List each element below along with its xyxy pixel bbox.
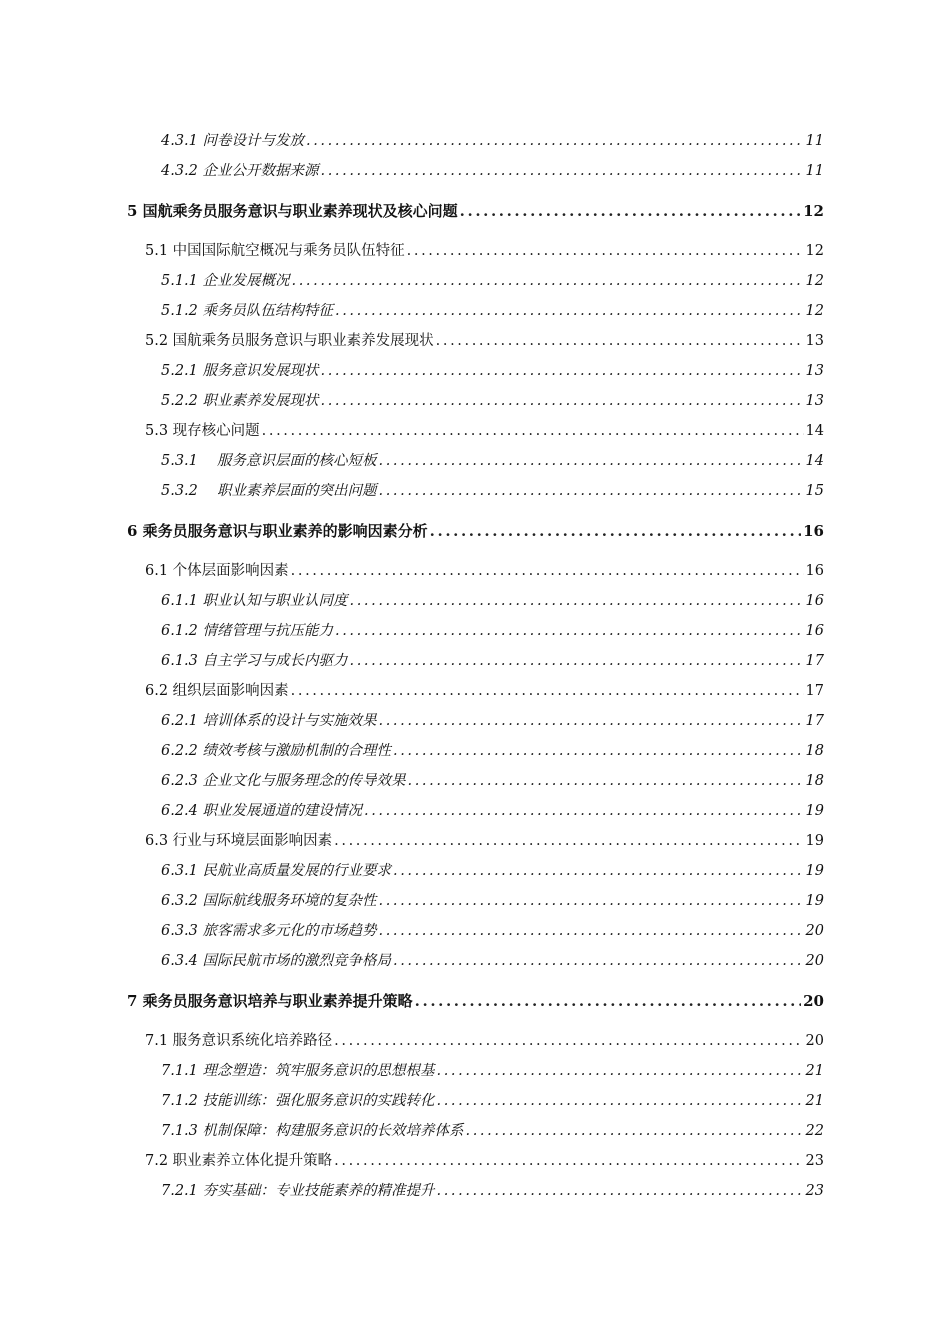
toc-dot-leader (350, 590, 804, 612)
toc-section-entry[interactable] (145, 1150, 824, 1172)
toc-entry-title: 6.1 个体层面影响因素 (145, 563, 289, 579)
toc-page-number: 19 (805, 863, 824, 879)
toc-entry-title: 6.2.3 企业文化与服务理念的传导效果 (161, 773, 406, 789)
toc-dot-leader (408, 770, 804, 792)
toc-page-number: 19 (805, 803, 824, 819)
toc-dot-leader (334, 1030, 803, 1052)
toc-entry-title: 5.3 现存核心问题 (145, 423, 260, 439)
toc-page-number: 14 (805, 453, 824, 469)
toc-section-entry[interactable] (145, 830, 824, 852)
toc-dot-leader (379, 450, 804, 472)
toc-page-number: 17 (805, 713, 824, 729)
toc-chapter-entry[interactable] (127, 990, 824, 1012)
toc-section-entry[interactable] (145, 680, 824, 702)
toc-subsection-entry[interactable] (161, 590, 824, 612)
toc-entry-title: 6.3.2 国际航线服务环境的复杂性 (161, 893, 377, 909)
toc-dot-leader (291, 680, 804, 702)
toc-page-number: 20 (803, 992, 824, 1010)
toc-page-number: 13 (805, 393, 824, 409)
toc-subsection-entry[interactable] (161, 390, 824, 412)
toc-page-number: 22 (805, 1123, 824, 1139)
toc-entry-title: 7.1.1 理念塑造：筑牢服务意识的思想根基 (161, 1063, 435, 1079)
toc-entry-title: 5.3.2 职业素养层面的突出问题 (161, 483, 377, 499)
toc-dot-leader (306, 130, 804, 152)
toc-subsection-entry[interactable] (161, 650, 824, 672)
toc-dot-leader (393, 950, 804, 972)
toc-entry-title: 7 乘务员服务意识培养与职业素养提升策略 (127, 992, 413, 1010)
toc-entry-title: 5 国航乘务员服务意识与职业素养现状及核心问题 (127, 202, 458, 220)
toc-dot-leader (321, 160, 804, 182)
toc-entry-title: 6 乘务员服务意识与职业素养的影响因素分析 (127, 522, 428, 540)
toc-section-entry[interactable] (145, 330, 824, 352)
toc-dot-leader (321, 360, 804, 382)
toc-entry-title: 6.2 组织层面影响因素 (145, 683, 289, 699)
toc-page-number: 18 (805, 743, 824, 759)
toc-page-number: 13 (805, 363, 824, 379)
toc-entry-title: 6.3 行业与环境层面影响因素 (145, 833, 333, 849)
toc-page-number: 23 (805, 1183, 824, 1199)
toc-dot-leader (364, 800, 804, 822)
toc-dot-leader (430, 520, 801, 542)
toc-page-number: 19 (805, 833, 824, 849)
toc-page-number: 14 (805, 423, 824, 439)
toc-page-number: 16 (805, 623, 824, 639)
toc-entry-title: 7.2.1 夯实基础：专业技能素养的精准提升 (161, 1183, 435, 1199)
toc-entry-title: 4.3.2 企业公开数据来源 (161, 163, 319, 179)
toc-section-entry[interactable] (145, 240, 824, 262)
toc-chapter-entry[interactable] (127, 200, 824, 222)
toc-dot-leader (460, 200, 801, 222)
toc-dot-leader (437, 1060, 804, 1082)
toc-entry-title: 5.2.1 服务意识发展现状 (161, 363, 319, 379)
toc-dot-leader (437, 1090, 804, 1112)
toc-subsection-entry[interactable] (161, 1060, 824, 1082)
toc-subsection-entry[interactable] (161, 1090, 824, 1112)
toc-dot-leader (291, 560, 804, 582)
toc-page-number: 11 (805, 133, 824, 149)
toc-subsection-entry[interactable] (161, 710, 824, 732)
toc-dot-leader (407, 240, 804, 262)
toc-page-number: 20 (805, 923, 824, 939)
toc-dot-leader (350, 650, 804, 672)
toc-page-number: 15 (805, 483, 824, 499)
toc-subsection-entry[interactable] (161, 620, 824, 642)
toc-subsection-entry[interactable] (161, 890, 824, 912)
toc-entry-title: 6.2.1 培训体系的设计与实施效果 (161, 713, 377, 729)
toc-entry-title: 5.1.2 乘务员队伍结构特征 (161, 303, 334, 319)
toc-dot-leader (393, 860, 804, 882)
toc-dot-leader (334, 1150, 803, 1172)
toc-subsection-entry[interactable] (161, 1120, 824, 1142)
toc-section-entry[interactable] (145, 1030, 824, 1052)
toc-subsection-entry[interactable] (161, 130, 824, 152)
toc-dot-leader (335, 620, 804, 642)
toc-page-number: 20 (805, 953, 824, 969)
toc-entry-title: 4.3.1 问卷设计与发放 (161, 133, 305, 149)
toc-page-number: 19 (805, 893, 824, 909)
toc-dot-leader (379, 710, 804, 732)
toc-dot-leader (335, 300, 804, 322)
toc-subsection-entry[interactable] (161, 300, 824, 322)
toc-subsection-entry[interactable] (161, 1180, 824, 1202)
toc-entry-title: 6.3.1 民航业高质量发展的行业要求 (161, 863, 392, 879)
toc-subsection-entry[interactable] (161, 860, 824, 882)
toc-page-number: 21 (805, 1063, 824, 1079)
toc-dot-leader (262, 420, 804, 442)
toc-entry-title: 6.2.4 职业发展通道的建设情况 (161, 803, 363, 819)
toc-section-entry[interactable] (145, 420, 824, 442)
toc-chapter-entry[interactable] (127, 520, 824, 542)
toc-entry-title: 6.1.1 职业认知与职业认同度 (161, 593, 348, 609)
toc-entry-title: 5.1.1 企业发展概况 (161, 273, 290, 289)
toc-entry-title: 7.1 服务意识系统化培养路径 (145, 1033, 333, 1049)
toc-section-entry[interactable] (145, 560, 824, 582)
toc-dot-leader (436, 330, 804, 352)
toc-dot-leader (466, 1120, 804, 1142)
toc-page-number: 12 (803, 202, 824, 220)
toc-page-number: 20 (805, 1033, 824, 1049)
toc-page-number: 18 (805, 773, 824, 789)
toc-dot-leader (379, 480, 804, 502)
toc-dot-leader (379, 890, 804, 912)
toc-page-number: 17 (805, 653, 824, 669)
toc-page-number: 23 (805, 1153, 824, 1169)
toc-entry-title: 6.1.3 自主学习与成长内驱力 (161, 653, 348, 669)
toc-entry-title: 5.3.1 服务意识层面的核心短板 (161, 453, 377, 469)
toc-page-number: 13 (805, 333, 824, 349)
toc-subsection-entry[interactable] (161, 480, 824, 502)
toc-page-number: 12 (805, 243, 824, 259)
toc-page-number: 12 (805, 273, 824, 289)
toc-page-number: 16 (805, 563, 824, 579)
toc-entry-title: 5.1 中国国际航空概况与乘务员队伍特征 (145, 243, 405, 259)
toc-subsection-entry[interactable] (161, 800, 824, 822)
toc-dot-leader (379, 920, 804, 942)
toc-page-number: 17 (805, 683, 824, 699)
toc-entry-title: 6.2.2 绩效考核与激励机制的合理性 (161, 743, 392, 759)
toc-dot-leader (292, 270, 804, 292)
toc-dot-leader (415, 990, 801, 1012)
toc-page-number: 16 (803, 522, 824, 540)
toc-subsection-entry[interactable] (161, 950, 824, 972)
toc-dot-leader (321, 390, 804, 412)
toc-entry-title: 6.3.3 旅客需求多元化的市场趋势 (161, 923, 377, 939)
toc-page-number: 21 (805, 1093, 824, 1109)
toc-page-number: 11 (805, 163, 824, 179)
toc-subsection-entry[interactable] (161, 160, 824, 182)
toc-entry-title: 7.1.3 机制保障：构建服务意识的长效培养体系 (161, 1123, 464, 1139)
toc-entry-title: 5.2 国航乘务员服务意识与职业素养发展现状 (145, 333, 434, 349)
toc-page-number: 16 (805, 593, 824, 609)
toc-entry-title: 6.3.4 国际民航市场的激烈竞争格局 (161, 953, 392, 969)
toc-entry-title: 5.2.2 职业素养发展现状 (161, 393, 319, 409)
toc-subsection-entry[interactable] (161, 770, 824, 792)
toc-dot-leader (437, 1180, 804, 1202)
toc-subsection-entry[interactable] (161, 740, 824, 762)
toc-subsection-entry[interactable] (161, 450, 824, 472)
toc-page-number: 12 (805, 303, 824, 319)
toc-dot-leader (334, 830, 803, 852)
toc-subsection-entry[interactable] (161, 360, 824, 382)
toc-subsection-entry[interactable] (161, 270, 824, 292)
toc-entry-title: 6.1.2 情绪管理与抗压能力 (161, 623, 334, 639)
toc-entry-title: 7.1.2 技能训练：强化服务意识的实践转化 (161, 1093, 435, 1109)
toc-entry-title: 7.2 职业素养立体化提升策略 (145, 1153, 333, 1169)
toc-subsection-entry[interactable] (161, 920, 824, 942)
toc-dot-leader (393, 740, 804, 762)
